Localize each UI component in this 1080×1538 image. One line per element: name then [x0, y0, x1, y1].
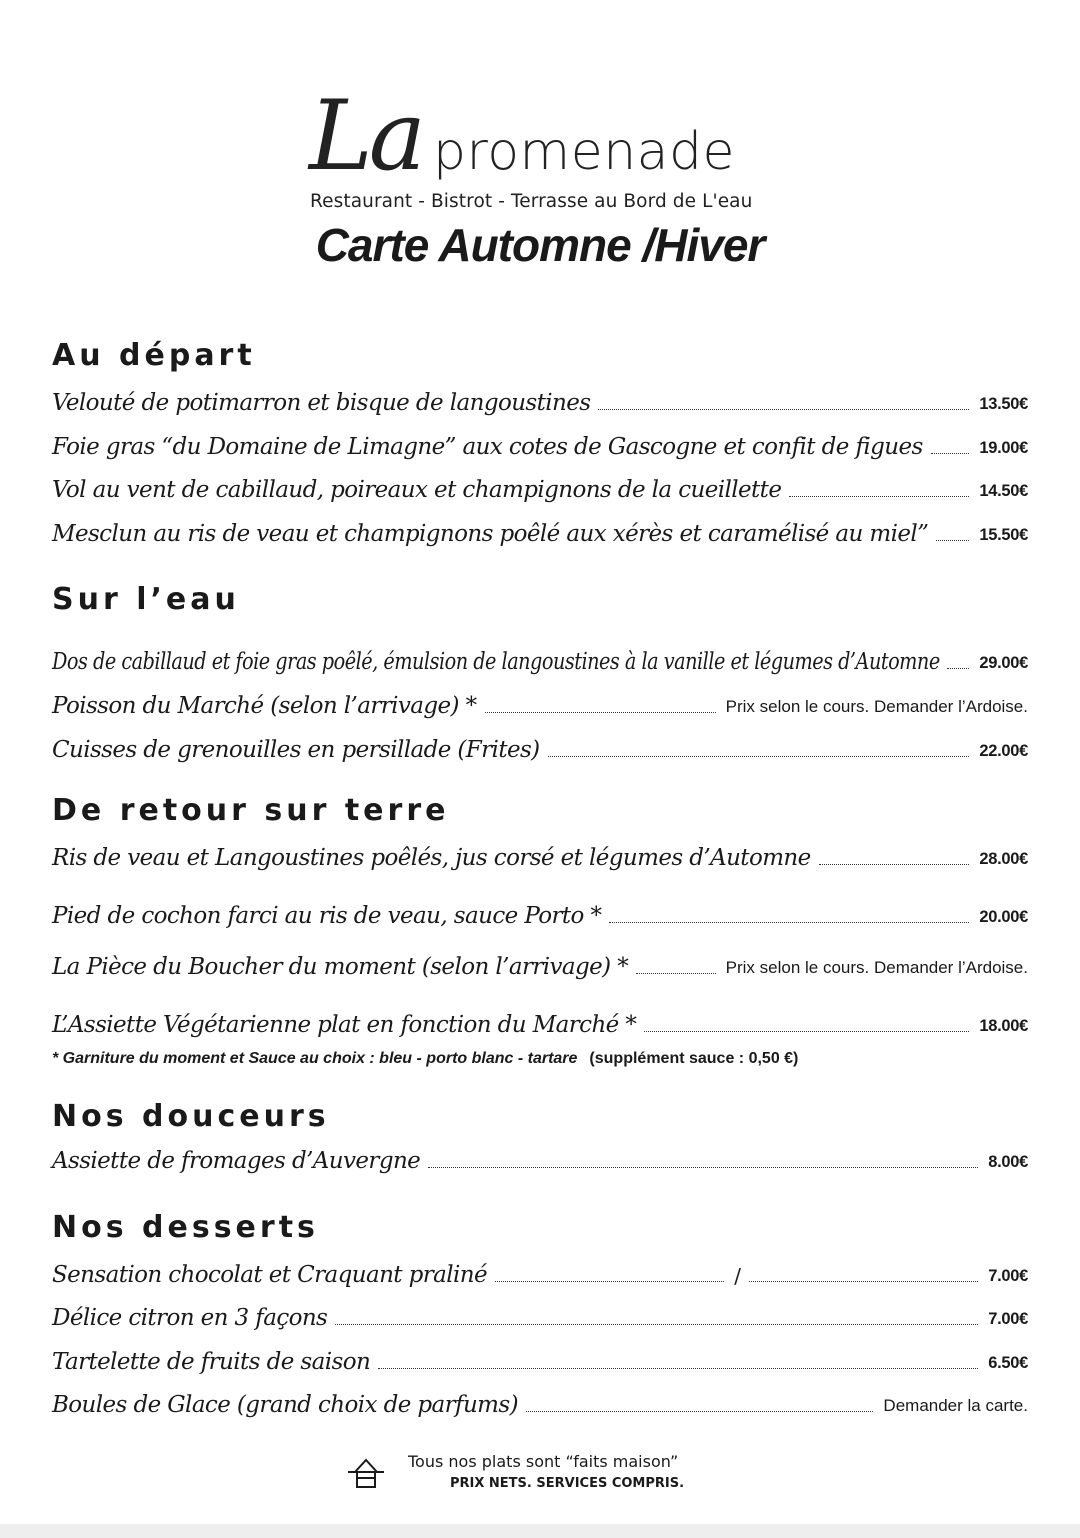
bottom-strip [0, 1524, 1080, 1538]
dot-leader [526, 1411, 873, 1412]
dot-leader [609, 922, 969, 923]
footnote-supplement: (supplément sauce : 0,50 €) [589, 1050, 799, 1067]
dot-leader [936, 540, 969, 541]
dish-price: 13.50€ [979, 395, 1028, 413]
menu-item [52, 1250, 1028, 1290]
menu-item [52, 637, 1028, 677]
menu-item [52, 422, 1028, 462]
dish-name: Sensation chocolat et Craquant praliné [52, 1262, 488, 1288]
dish-price: 14.50€ [979, 482, 1028, 500]
brand-name: promenade [433, 122, 736, 182]
menu-item [52, 725, 1028, 765]
dish-price: 20.00€ [979, 908, 1028, 926]
dish-price: 19.00€ [979, 439, 1028, 457]
brand-logo [305, 80, 785, 198]
menu-item [52, 465, 1028, 505]
dish-name: Cuisses de grenouilles en persillade (Frites) [52, 737, 540, 763]
footnote-text: * Garniture du moment et Sauce au choix : bleu - porto blanc - tartare [52, 1050, 578, 1067]
dish-price: Prix selon le cours. Demander l’Ardoise. [725, 697, 1028, 716]
dot-leader [644, 1031, 969, 1032]
dot-leader [598, 409, 969, 410]
dish-price: 22.00€ [979, 742, 1028, 760]
page-title: Carte Automne /Hiver [315, 219, 765, 271]
menu-item [52, 1000, 1028, 1040]
dish-name: Dos de cabillaud et foie gras poêlé, émulsion de langoustines à la vanille et légumes d’Automne [52, 649, 940, 675]
dot-leader [485, 712, 716, 713]
dish-price: 15.50€ [979, 526, 1028, 544]
dish-name: Assiette de fromages d’Auvergne [52, 1148, 421, 1174]
menu-item [52, 509, 1028, 549]
dot-leader [931, 453, 970, 454]
section-title-douceurs: Nos douceurs [52, 1099, 330, 1134]
menu-item [52, 378, 1028, 418]
footer [346, 1450, 746, 1500]
prices-notice: PRIX NETS. SERVICES COMPRIS. [450, 1476, 685, 1491]
dot-leader [495, 1281, 724, 1282]
dot-leader [947, 668, 969, 669]
section-title-depart: Au départ [52, 338, 256, 373]
dot-leader [819, 864, 970, 865]
dot-leader [548, 756, 970, 757]
dish-price: 29.00€ [979, 654, 1028, 672]
menu-item [52, 1136, 1028, 1176]
menu-item [52, 891, 1028, 931]
dish-name: Ris de veau et Langoustines poêlés, jus corsé et légumes d’Automne [52, 845, 811, 871]
dish-name: Foie gras “du Domaine de Limagne” aux cotes de Gascogne et confit de figues [52, 434, 923, 460]
house-icon [346, 1456, 386, 1488]
dish-price: Prix selon le cours. Demander l’Ardoise. [725, 958, 1028, 977]
dot-leader [789, 496, 969, 497]
dish-name: La Pièce du Boucher du moment (selon l’arrivage) * [52, 954, 629, 980]
dot-leader [335, 1324, 978, 1325]
separator-slash: / [734, 1264, 741, 1288]
dish-name: Tartelette de fruits de saison [52, 1349, 371, 1375]
homemade-notice: Tous nos plats sont “faits maison” [408, 1452, 679, 1471]
section-title-eau: Sur l’eau [52, 582, 240, 617]
menu-item [52, 1337, 1028, 1377]
menu-item [52, 1380, 1028, 1420]
menu-item [52, 833, 1028, 873]
sauce-footnote [52, 1050, 798, 1068]
dish-name: Pied de cochon farci au ris de veau, sauce Porto * [52, 903, 602, 929]
menu-item [52, 1293, 1028, 1333]
dish-price: 8.00€ [988, 1153, 1028, 1171]
section-title-terre: De retour sur terre [52, 793, 450, 828]
dish-name: L’Assiette Végétarienne plat en fonction du Marché * [52, 1012, 637, 1038]
dish-name: Poisson du Marché (selon l’arrivage) * [52, 693, 477, 719]
dish-name: Délice citron en 3 façons [52, 1305, 328, 1331]
dish-price: 18.00€ [979, 1017, 1028, 1035]
dish-price: 6.50€ [988, 1354, 1028, 1372]
dot-leader [749, 1281, 978, 1282]
section-title-desserts: Nos desserts [52, 1210, 319, 1245]
brand-la: La [309, 80, 422, 192]
dish-name: Mesclun au ris de veau et champignons poêlé aux xérès et caramélisé au miel” [52, 521, 929, 547]
dot-leader [378, 1368, 978, 1369]
dish-price: 7.00€ [988, 1310, 1028, 1328]
dish-price: 7.00€ [988, 1267, 1028, 1285]
dot-leader [636, 973, 716, 974]
dish-price: Demander la carte. [883, 1396, 1028, 1415]
dish-price: 28.00€ [979, 850, 1028, 868]
dish-name: Velouté de potimarron et bisque de langoustines [52, 390, 591, 416]
dish-name: Vol au vent de cabillaud, poireaux et champignons de la cueillette [52, 477, 782, 503]
menu-item [52, 942, 1028, 982]
brand-subtitle: Restaurant - Bistrot - Terrasse au Bord de L'eau [310, 191, 753, 212]
dot-leader [428, 1167, 978, 1168]
menu-item [52, 681, 1028, 721]
dish-name: Boules de Glace (grand choix de parfums) [52, 1392, 518, 1418]
